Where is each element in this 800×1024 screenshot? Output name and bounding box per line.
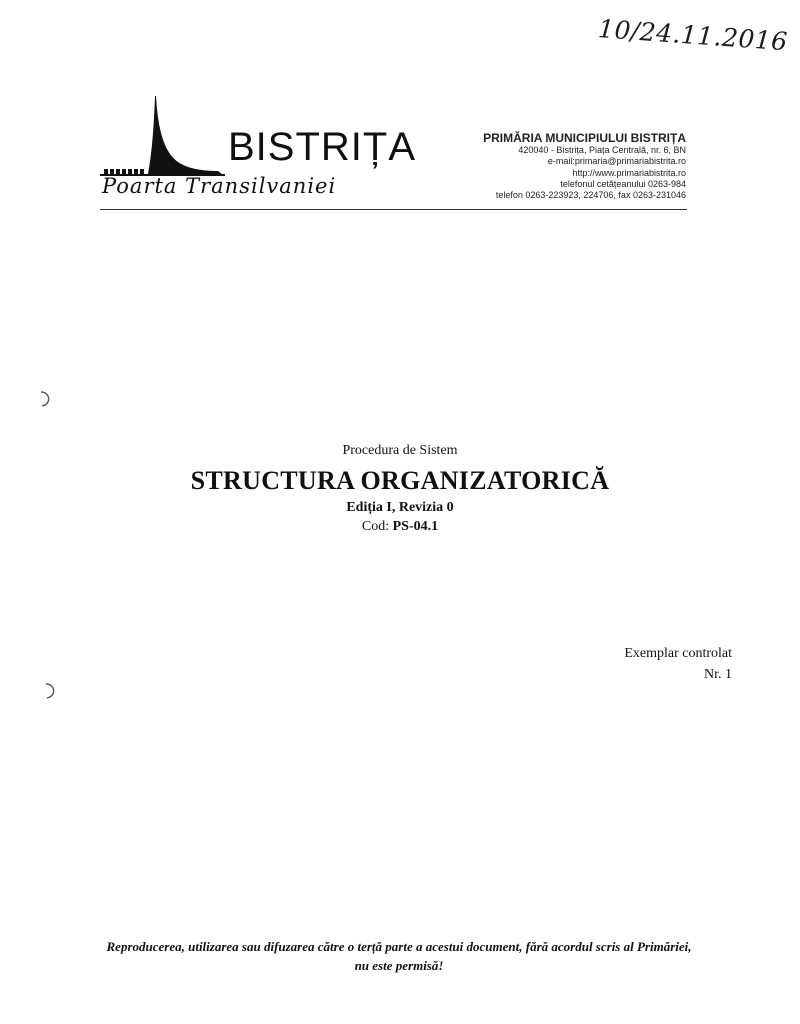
code-label: Cod: (361, 519, 390, 534)
logo-subtitle: Poarta Transilvaniei (102, 174, 337, 198)
city-logo (100, 90, 417, 205)
contact-block (386, 131, 686, 201)
logo-title: BISTRIȚA (228, 125, 417, 169)
punch-hole-mark (41, 681, 61, 701)
document-title-block (0, 442, 800, 536)
notice-line-1: Reproducerea, utilizarea sau difuzarea către o terță parte a acestui document, fără acordul scris al Primăriei, (106, 939, 692, 954)
procedure-type: Procedura de Sistem (342, 443, 458, 458)
header-divider (100, 209, 687, 210)
notice-line-2: nu este permisă! (354, 958, 444, 973)
document-code (0, 517, 800, 536)
handwritten-registration-number: 10/24.11.2016 (597, 14, 789, 57)
copy-number: Nr. 1 (704, 667, 732, 682)
code-value: PS-04.1 (392, 519, 439, 534)
email: e-mail:primaria@primariabistrita.ro (547, 156, 686, 167)
phone-fax: telefon 0263-223923, 224706, fax 0263-231046 (495, 190, 686, 201)
controlled-copy (624, 643, 732, 685)
bistrita-tower-graphic (100, 90, 230, 175)
edition-revision: Ediția I, Revizia 0 (346, 500, 454, 515)
organization-name: PRIMĂRIA MUNICIPIULUI BISTRIȚA (483, 131, 686, 145)
citizen-phone: telefonul cetățeanului 0263-984 (560, 178, 686, 189)
punch-hole-mark (36, 389, 56, 409)
address: 420040 - Bistrița, Piața Centrală, nr. 6, BN (518, 145, 686, 155)
reproduction-notice (30, 937, 768, 975)
controlled-copy-label: Exemplar controlat (624, 646, 732, 661)
document-title: STRUCTURA ORGANIZATORICĂ (190, 466, 610, 495)
website: http://www.primariabistrita.ro (572, 167, 686, 178)
